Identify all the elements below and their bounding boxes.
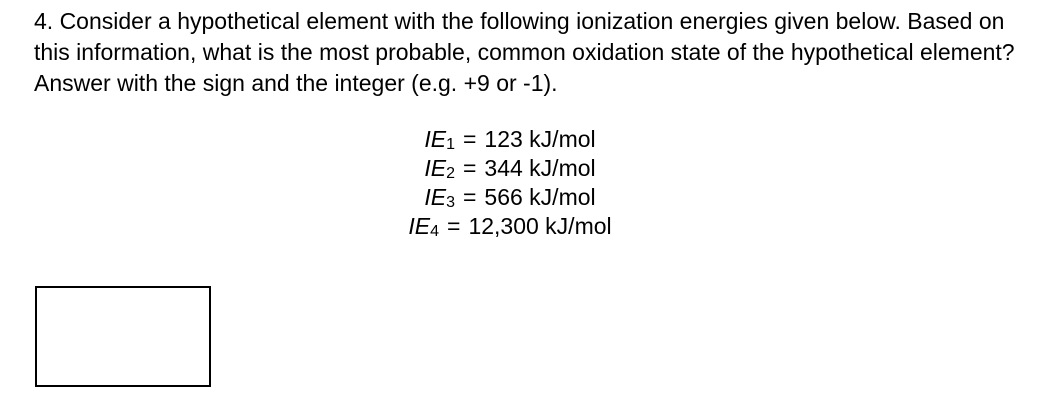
ie-symbol: $IE_1$ bbox=[424, 126, 455, 153]
ie-value: 123 kJ/mol bbox=[484, 126, 596, 152]
ionization-energy-list bbox=[360, 125, 660, 241]
ie-symbol: $IE_3$ bbox=[424, 184, 455, 211]
question-text: 4. Consider a hypothetical element with the following ionization energies given below. Based on this information, what is the most probable, common oxidation state of the hypothetical element? Answer with the sign and the integer (e.g. +9 or -1). bbox=[34, 8, 1015, 96]
ie-value: 12,300 kJ/mol bbox=[468, 213, 612, 239]
ionization-energy-row-3 bbox=[360, 183, 660, 212]
answer-input[interactable] bbox=[35, 286, 211, 387]
ie-symbol: $IE_2$ bbox=[424, 155, 455, 182]
ie-value: 566 kJ/mol bbox=[484, 184, 596, 210]
ionization-energy-row-2 bbox=[360, 154, 660, 183]
ionization-energy-row-1 bbox=[360, 125, 660, 154]
ionization-energy-row-4 bbox=[360, 212, 660, 241]
ie-value: 344 kJ/mol bbox=[484, 155, 596, 181]
equals-sign: = bbox=[462, 184, 477, 210]
equals-sign: = bbox=[462, 155, 477, 181]
equals-sign: = bbox=[447, 213, 461, 239]
equals-sign: = bbox=[462, 126, 477, 152]
ie-symbol: $IE_4$ bbox=[408, 213, 439, 240]
